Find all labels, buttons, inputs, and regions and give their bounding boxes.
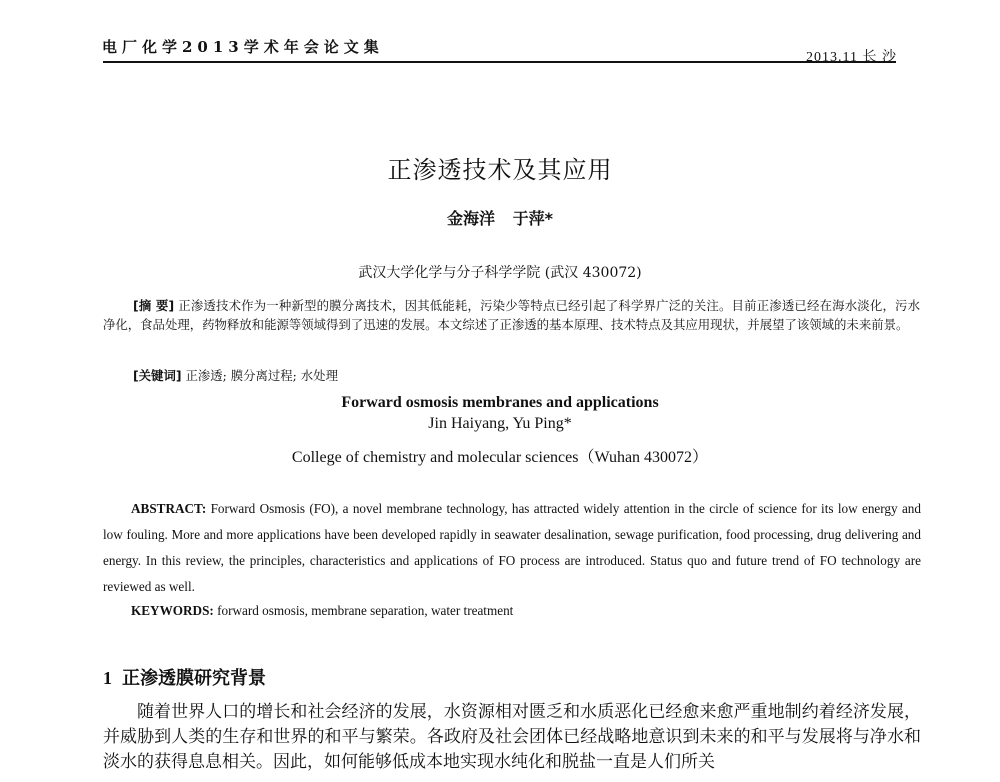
affiliation-cn: 武汉大学化学与分子科学学院 (武汉 430072) xyxy=(358,265,642,281)
affiliation-en: College of chemistry and molecular sciences（Wuhan 430072） xyxy=(291,449,709,466)
paper-title-cn: 正渗透技术及其应用 xyxy=(387,156,613,184)
keywords-cn xyxy=(133,366,338,384)
abstract-cn-text: 正渗透技术作为一种新型的膜分离技术，因其低能耗，污染少等特点已经引起了科学界广泛的关注。目前正渗透已经在海水淡化，污水净化，食品处理，药物释放和能源等领域得到了迅速的发展。本文综述了正渗透的基本原理、技术特点及其应用现状，并展望了该领域的未来前景。 xyxy=(103,298,920,332)
abstract-cn xyxy=(103,296,920,334)
section-heading xyxy=(103,664,266,690)
keywords-cn-text: 正渗透; 膜分离过程; 水处理 xyxy=(181,368,338,383)
running-header-date-place: 2013.11 长 沙 xyxy=(806,50,897,65)
keywords-en xyxy=(131,603,513,619)
header-rule xyxy=(103,61,896,63)
abstract-cn-label: [摘 要] xyxy=(133,298,175,313)
authors-en: Jin Haiyang, Yu Ping* xyxy=(428,415,572,432)
keywords-en-label: KEYWORDS: xyxy=(131,603,214,618)
paper-title-en: Forward osmosis membranes and applications xyxy=(341,394,659,411)
keywords-cn-label: [关键词] xyxy=(133,368,182,383)
section-title: 正渗透膜研究背景 xyxy=(122,668,266,689)
section-number: 1 xyxy=(103,668,112,688)
abstract-en-label: ABSTRACT: xyxy=(131,501,207,516)
section-body-paragraph: 随着世界人口的增长和社会经济的发展，水资源相对匮乏和水质恶化已经愈来愈严重地制约着经济发展，并威胁到人类的生存和世界的和平与繁荣。各政府及社会团体已经战略地意识到未来的和平与发展将与净水和淡水的获得息息相关。因此，如何能够低成本地实现水纯化和脱盐一直是人们所关 xyxy=(103,702,921,772)
authors-cn: 金海洋 于萍* xyxy=(447,209,553,228)
keywords-en-text: forward osmosis, membrane separation, water treatment xyxy=(213,603,514,618)
abstract-en xyxy=(103,496,921,600)
running-header-journal: 电厂化学2013学术年会论文集 xyxy=(102,38,384,56)
abstract-en-text: Forward Osmosis (FO), a novel membrane technology, has attracted widely attention in the circle of science for its low energy and low fouling. More and more applications have been developed rapidly in seawater desalination, sewage purification, food processing, drug delivering and energy. In this review, the principles, characteristics and applications of FO process are introduced. Status quo and future trend of FO technology are reviewed as well. xyxy=(103,501,921,594)
